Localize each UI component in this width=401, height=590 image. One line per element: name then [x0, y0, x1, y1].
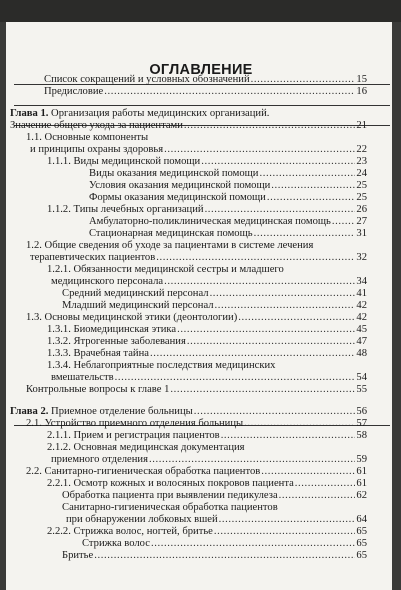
toc-entry-page: 65	[356, 526, 367, 537]
toc-entry	[26, 418, 367, 429]
toc-entry	[47, 360, 367, 371]
leader-dots	[187, 336, 356, 347]
toc-entry-title: вмешательств	[51, 372, 114, 383]
leader-dots	[267, 192, 356, 203]
toc-entry-title: Обработка пациента при выявлении педикулеза	[62, 490, 278, 501]
leader-dots	[214, 526, 356, 537]
toc-entry-page: 56	[356, 406, 367, 417]
toc-entry-title: 1.1.2. Типы лечебных организаций	[47, 204, 204, 215]
toc-entry-title: Предисловие	[44, 86, 104, 97]
leader-dots	[295, 478, 356, 489]
toc-entry-title: 1.2.1. Обязанности медицинской сестры и младшего	[47, 264, 284, 275]
leader-dots	[215, 300, 356, 311]
toc-entry-title: Бритье	[62, 550, 94, 561]
toc-entry	[26, 132, 367, 143]
toc-entry	[82, 538, 367, 549]
toc-entry-page: 24	[356, 168, 367, 179]
toc-entry-title: 2.1.1. Прием и регистрация пациентов	[47, 430, 220, 441]
toc-entry-title: Приемное отделение больницы	[48, 406, 193, 417]
intro-rule-top	[14, 105, 390, 106]
leader-dots	[244, 418, 355, 429]
toc-entry-page: 65	[356, 550, 367, 561]
toc-entry-title: Условия оказания медицинской помощи	[89, 180, 271, 191]
toc-entry-page: 26	[356, 204, 367, 215]
toc-entry	[51, 372, 367, 383]
toc-entry-title: 2.2.2. Стрижка волос, ногтей, бритье	[47, 526, 213, 537]
toc-entry	[26, 312, 367, 323]
toc-entry	[47, 264, 367, 275]
leader-dots	[149, 454, 355, 465]
toc-entry-title: Список сокращений и условных обозначений	[44, 74, 250, 85]
toc-entry-title: 1.2. Общие сведения об уходе за пациентами в системе лечения	[26, 240, 314, 251]
leader-dots	[210, 288, 356, 299]
toc-entry	[26, 466, 367, 477]
toc-entry-title: Амбулаторно-поликлиническая медицинская помощь	[89, 216, 331, 227]
toc-entry	[89, 216, 367, 227]
toc-entry	[44, 74, 367, 85]
leader-dots	[201, 156, 355, 167]
toc-entry	[47, 156, 367, 167]
toc-entry-page: 57	[356, 418, 367, 429]
toc-entry	[10, 108, 367, 119]
toc-entry	[51, 276, 367, 287]
toc-entry	[47, 324, 367, 335]
leader-dots	[164, 144, 355, 155]
toc-entry	[89, 192, 367, 203]
leader-dots	[251, 74, 356, 85]
toc-entry	[30, 144, 367, 155]
toc-entry-title: 1.3.4. Неблагоприятные последствия медицинских	[47, 360, 276, 371]
toc-entry-title: Стационарная медицинская помощь	[89, 228, 253, 239]
leader-dots	[238, 312, 355, 323]
book-page	[6, 22, 392, 590]
toc-entry	[30, 252, 367, 263]
toc-entry-title: Контрольные вопросы к главе 1	[26, 384, 170, 395]
toc-entry-title: Виды оказания медицинской помощи	[89, 168, 259, 179]
toc-entry-title: 1.3. Основы медицинской этики (деонтологии)	[26, 312, 238, 323]
toc-entry-page: 55	[356, 384, 367, 395]
toc-entry-page: 32	[356, 252, 367, 263]
toc-entry-page: 31	[356, 228, 367, 239]
toc-entry-title: Значение общего ухода за пациентами	[10, 120, 183, 131]
leader-dots	[170, 384, 355, 395]
toc-entry	[10, 120, 367, 131]
toc-entry	[62, 502, 367, 513]
toc-entry-title: 1.3.1. Биомедицинская этика	[47, 324, 177, 335]
toc-entry-title: Стрижка волос	[82, 538, 150, 549]
toc-entry	[47, 204, 367, 215]
toc-entry	[89, 228, 367, 239]
toc-entry-page: 22	[356, 144, 367, 155]
leader-dots	[177, 324, 355, 335]
toc-entry-page: 15	[356, 74, 367, 85]
leader-dots	[104, 86, 355, 97]
leader-dots	[219, 514, 356, 525]
leader-dots	[156, 252, 355, 263]
toc-entry-page: 65	[356, 538, 367, 549]
toc-entry-title: 1.3.3. Врачебная тайна	[47, 348, 149, 359]
toc-entry-title: медицинского персонала	[51, 276, 164, 287]
toc-entry-title: и принципы охраны здоровья	[30, 144, 164, 155]
toc-entry-page: 21	[356, 120, 367, 131]
toc-entry	[62, 288, 367, 299]
toc-entry-title: Организация работы медицинских организаций.	[48, 108, 270, 119]
toc-entry	[47, 336, 367, 347]
toc-entry-title: Санитарно-гигиеническая обработка пациентов	[62, 502, 278, 513]
toc-entry-title: Средний медицинский персонал	[62, 288, 209, 299]
toc-entry-page: 62	[356, 490, 367, 501]
toc-entry	[89, 180, 367, 191]
toc-entry	[66, 514, 367, 525]
leader-dots	[115, 372, 356, 383]
toc-entry-title: 2.2.1. Осмотр кожных и волосяных покровов пациента	[47, 478, 294, 489]
toc-entry-title: 2.1. Устройство приемного отделения больницы	[26, 418, 244, 429]
toc-entry-page: 47	[356, 336, 367, 347]
page-title: ОГЛАВЛЕНИЕ	[149, 62, 253, 78]
leader-dots	[164, 276, 355, 287]
toc-entry	[47, 526, 367, 537]
leader-dots	[259, 168, 355, 179]
toc-entry	[62, 550, 367, 561]
toc-entry	[47, 478, 367, 489]
leader-dots	[184, 120, 355, 131]
toc-entry-title: приемного отделения	[51, 454, 148, 465]
toc-entry-title: 1.3.2. Ятрогенные заболевания	[47, 336, 186, 347]
toc-entry-page: 41	[356, 288, 367, 299]
toc-entry-title: Младший медицинский персонал	[62, 300, 214, 311]
toc-entry-page: 59	[356, 454, 367, 465]
toc-entry-page: 34	[356, 276, 367, 287]
toc-entry-page: 64	[356, 514, 367, 525]
toc-entry	[89, 168, 367, 179]
leader-dots	[221, 430, 356, 441]
leader-dots	[205, 204, 356, 215]
toc-entry-page: 61	[356, 466, 367, 477]
toc-entry-page: 23	[356, 156, 367, 167]
toc-entry-title: 2.2. Санитарно-гигиеническая обработка пациентов	[26, 466, 261, 477]
leader-dots	[151, 538, 355, 549]
toc-entry	[10, 406, 367, 417]
toc-entry-title: 2.1.2. Основная медицинская документация	[47, 442, 245, 453]
leader-dots	[332, 216, 356, 227]
toc-entry	[47, 430, 367, 441]
toc-entry-page: 61	[356, 478, 367, 489]
top-dark-band	[0, 0, 401, 22]
toc-entry	[26, 384, 367, 395]
toc-entry-page: 58	[356, 430, 367, 441]
toc-entry-title: при обнаружении лобковых вшей	[66, 514, 218, 525]
toc-entry-page: 48	[356, 348, 367, 359]
leader-dots	[150, 348, 355, 359]
toc-entry-page: 54	[356, 372, 367, 383]
toc-entry	[47, 348, 367, 359]
toc-entry-title: 1.1.1. Виды медицинской помощи	[47, 156, 201, 167]
toc-entry	[44, 86, 367, 97]
leader-dots	[254, 228, 356, 239]
toc-entry-page: 42	[356, 300, 367, 311]
toc-entry-page: 16	[356, 86, 367, 97]
toc-entry	[62, 300, 367, 311]
leader-dots	[279, 490, 356, 501]
toc-entry-page: 45	[356, 324, 367, 335]
toc-entry-page: 25	[356, 192, 367, 203]
toc-entry-title: 1.1. Основные компоненты	[26, 132, 149, 143]
toc-entry-page: 25	[356, 180, 367, 191]
toc-entry	[51, 454, 367, 465]
leader-dots	[261, 466, 355, 477]
toc-entry	[62, 490, 367, 501]
toc-entry	[47, 442, 367, 453]
toc-entry-title: терапевтических пациентов	[30, 252, 156, 263]
toc-entry-page: 27	[356, 216, 367, 227]
chapter-label: Глава 1.	[10, 108, 49, 119]
leader-dots	[94, 550, 355, 561]
leader-dots	[194, 406, 356, 417]
toc-entry	[26, 240, 367, 251]
toc-entry-title: Формы оказания медицинской помощи	[89, 192, 266, 203]
chapter-label: Глава 2.	[10, 406, 49, 417]
leader-dots	[271, 180, 355, 191]
toc-entry-page: 42	[356, 312, 367, 323]
